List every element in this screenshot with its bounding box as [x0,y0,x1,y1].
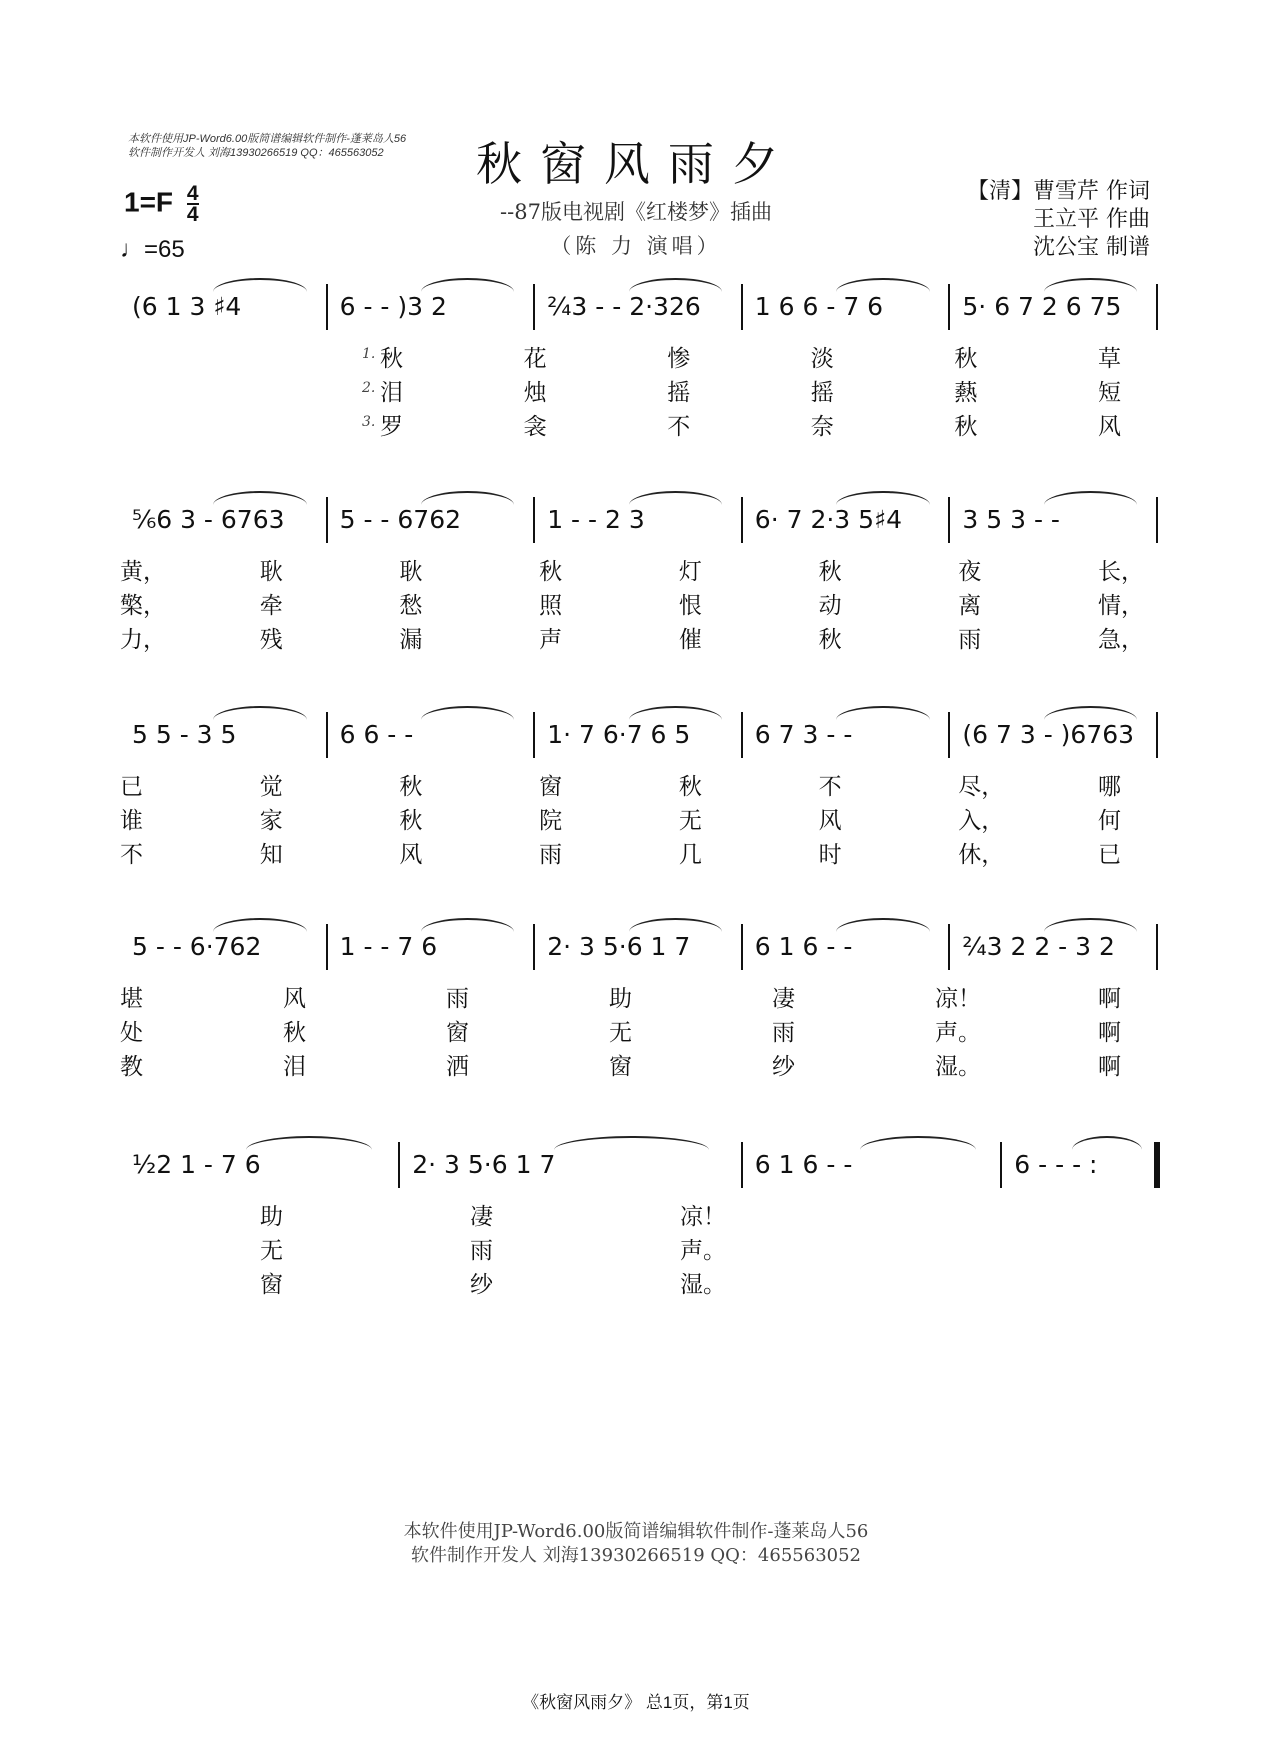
lyric-word: 耿 [399,559,423,585]
watermark-bottom-line-1: 本软件使用JP-Word6.00版简谱编辑软件制作-蓬莱岛人56 [403,1521,869,1542]
lyric-word: 助 [609,986,632,1012]
bar-line [741,1142,743,1188]
lyric-word: 泪 [380,380,403,406]
lyric-word: 秋 [818,559,842,585]
key-label: 1=F [124,186,174,218]
measure-notes: 1 - - 2 3 [547,505,645,534]
lyric-word: 雨 [446,986,469,1012]
watermark-top-line-2: 软件制作开发人 刘海13930266519 QQ：465563052 [128,147,384,159]
lyric-word: 湿。 [680,1272,726,1298]
watermark-top-line-1: 本软件使用JP-Word6.00版简谱编辑软件制作-蓬莱岛人56 [128,133,407,145]
measure-notes: 6 6 - - [339,720,414,749]
lyric-word: 知 [259,842,283,868]
lyric-word: 尽， [958,774,1005,800]
lyric-word: 秋 [678,774,702,800]
song-title: 秋窗风雨夕 [476,137,796,191]
lyric-word: 夜 [958,559,982,585]
measure-notes: ²⁄₄3 - - 2·326 [547,292,701,321]
lyric-word: 已 [120,774,143,800]
lyric-word: 残 [259,627,283,653]
lyric-word: 风 [399,842,423,868]
lyric-word: 声。 [680,1238,726,1264]
lyric-word: 洒 [446,1054,469,1080]
lyric-word: 秋 [539,559,563,585]
lyric-word: 罗 [380,414,403,440]
measure-notes: 1 6 6 - 7 6 [754,292,884,321]
lyric-word: 哪 [1098,774,1121,800]
watermark-bottom-line-2: 软件制作开发人 刘海13930266519 QQ：465563052 [411,1545,861,1566]
lyric-word: 催 [678,627,702,653]
measure-notes: 5 5 - 3 5 [132,720,237,749]
measure-notes: 5 - - 6762 [339,505,462,534]
bar-line [741,497,743,543]
lyric-word: 凄 [772,986,795,1012]
lyric-word: 湿。 [935,1054,981,1080]
bar-line [533,284,535,330]
lyric-word: 淡 [810,346,834,372]
lyric-word: 泪 [283,1054,306,1080]
slur-mark [213,278,306,292]
lyric-word: 雨 [539,842,563,868]
final-bar-line [1154,1142,1160,1188]
tempo-mark: ♩=65 [120,236,185,263]
lyric-word: 情， [1098,593,1144,619]
lyric-word: 声 [539,627,563,653]
slur-mark [1044,918,1137,932]
measure-notes: (6 7 3 - )6763 [962,720,1135,749]
slur-mark [421,491,514,505]
bar-line [948,712,950,758]
lyric-word: 长， [1098,559,1144,585]
lyric-word: 几 [678,842,702,868]
lyric-word: 灯 [678,559,702,585]
lyric-word: 牵 [259,593,283,619]
slur-mark [421,278,514,292]
measure-notes: 6 - - - : [1014,1150,1098,1179]
slur-mark [421,918,514,932]
lyric-word: 耿 [259,559,283,585]
lyric-word: 雨 [958,627,982,653]
lyric-word: 秋 [399,774,423,800]
lyric-word: 纱 [772,1054,795,1080]
lyric-word: 无 [678,808,702,834]
lyric-word: 何 [1098,808,1121,834]
slur-mark [836,918,929,932]
bar-line [741,712,743,758]
bar-line [326,497,328,543]
measure-notes: (6 1 3 ♯4 [132,292,242,321]
lyric-word: 雨 [470,1238,493,1264]
bar-line [326,712,328,758]
lyric-word: 不 [818,774,842,800]
lyric-word: 教 [120,1054,143,1080]
measure-notes: ⁵⁄₆6 3 - 6763 [132,505,285,534]
lyric-word: 谁 [120,808,143,834]
bar-line [1156,284,1158,330]
bar-line [948,924,950,970]
lyric-word: 急， [1098,627,1144,653]
slur-mark [836,278,929,292]
lyric-word: 已 [1098,842,1121,868]
lyric-word: 家 [259,808,283,834]
lyric-word: 窗 [446,1020,469,1046]
time-signature-bottom: 4 [186,203,199,226]
lyric-word: 处 [120,1020,143,1046]
verse-number: 1. [362,346,376,362]
slur-mark [629,918,722,932]
slur-mark [1072,1136,1142,1150]
bar-line [948,497,950,543]
lyric-word: 窗 [539,774,563,800]
lyric-word: 凄 [470,1204,493,1230]
verse-number: 2. [362,380,376,396]
lyric-word: 惨 [667,346,691,372]
measure-notes: 6 1 6 - - [754,932,853,961]
lyric-word: 觉 [259,774,283,800]
slur-mark [421,706,514,720]
measure-notes: 6 7 3 - - [754,720,853,749]
bar-line [1000,1142,1002,1188]
lyric-word: 声。 [935,1020,981,1046]
lyric-word: 檠， [120,593,166,619]
slur-mark [246,1136,372,1150]
lyric-word: 助 [260,1204,283,1230]
lyric-word: 凉！ [680,1204,726,1230]
lyric-word: 凉！ [935,986,981,1012]
lyric-word: 纱 [470,1272,493,1298]
lyric-word: 恨 [678,593,702,619]
measure-notes: 2· 3 5·6 1 7 [547,932,691,961]
credit-lyricist: 【清】曹雪芹 作词 [967,179,1150,204]
slur-mark [629,491,722,505]
lyric-word: 草 [1098,346,1121,372]
slur-mark [629,706,722,720]
measure-notes: 1· 7 6·7 6 5 [547,720,691,749]
lyric-word: 啊 [1098,1020,1121,1046]
measure-notes: 5· 6 7 2 6 75 [962,292,1122,321]
lyric-word: 短 [1098,380,1121,406]
slur-mark [213,918,306,932]
bar-line [533,924,535,970]
lyric-word: 烛 [523,380,547,406]
lyric-word: 衾 [523,414,547,440]
lyric-word: 奈 [810,414,834,440]
lyric-word: 啊 [1098,986,1121,1012]
lyric-word: 秋 [954,346,978,372]
lyric-word: 不 [120,842,143,868]
page-footer: 《秋窗风雨夕》 总1页，第1页 [522,1693,750,1712]
bar-line [741,284,743,330]
lyric-word: 窗 [609,1054,632,1080]
slur-mark [836,491,929,505]
slur-mark [860,1136,977,1150]
measure-notes: 2· 3 5·6 1 7 [412,1150,556,1179]
lyric-word: 风 [818,808,842,834]
bar-line [398,1142,400,1188]
slur-mark [836,706,929,720]
bar-line [948,284,950,330]
subtitle: --87版电视剧《红楼梦》插曲 [500,200,772,224]
lyric-word: 院 [539,808,563,834]
lyric-word: 秋 [380,346,403,372]
bar-line [1156,924,1158,970]
lyric-word: 离 [958,593,982,619]
lyric-word: 爇 [954,380,978,406]
lyric-word: 啊 [1098,1054,1121,1080]
lyric-word: 秋 [399,808,423,834]
lyric-word: 入， [958,808,1005,834]
slur-mark [213,491,306,505]
lyric-word: 秋 [818,627,842,653]
lyric-word: 堪 [120,986,143,1012]
bar-line [533,712,535,758]
credit-composer: 王立平 作曲 [1033,207,1150,232]
singer: （陈 力 演唱） [550,234,722,258]
lyric-word: 摇 [667,380,691,406]
measure-notes: 1 - - 7 6 [339,932,438,961]
bar-line [326,924,328,970]
lyric-word: 窗 [260,1272,283,1298]
verse-number: 3. [362,414,376,430]
bar-line [1156,712,1158,758]
lyric-word: 力， [120,627,166,653]
slur-mark [1044,491,1137,505]
measure-notes: 6 1 6 - - [754,1150,853,1179]
measure-notes: ²⁄₄3 2 2 - 3 2 [962,932,1115,961]
lyric-word: 时 [818,842,842,868]
lyric-word: 风 [283,986,306,1012]
slur-mark [213,706,306,720]
measure-notes: 6 - - )3 2 [339,292,447,321]
credit-transcriber: 沈公宝 制谱 [1033,235,1150,260]
lyric-word: 风 [1098,414,1121,440]
bar-line [533,497,535,543]
measure-notes: 3 5 3 - - [962,505,1060,534]
slur-mark [629,278,722,292]
bar-line [326,284,328,330]
bar-line [1156,497,1158,543]
bar-line [741,924,743,970]
lyric-word: 秋 [283,1020,306,1046]
measure-notes: 6· 7 2·3 5♯4 [754,505,903,534]
lyric-word: 休， [958,842,1005,868]
lyric-word: 愁 [399,593,423,619]
lyric-word: 动 [818,593,842,619]
lyric-word: 黄， [120,559,166,585]
measure-notes: 5 - - 6·762 [132,932,262,961]
slur-mark [554,1136,708,1150]
lyric-word: 雨 [772,1020,795,1046]
slur-mark [1044,706,1137,720]
measure-notes: ¹⁄₂2 1 - 7 6 [132,1150,261,1179]
slur-mark [1044,278,1137,292]
lyric-word: 秋 [954,414,978,440]
lyric-word: 无 [609,1020,632,1046]
lyric-word: 照 [539,593,563,619]
lyric-word: 不 [667,414,691,440]
time-signature-top: 4 [186,182,199,205]
lyric-word: 漏 [399,627,423,653]
lyric-word: 花 [523,346,547,372]
lyric-word: 无 [260,1238,283,1264]
lyric-word: 摇 [810,380,834,406]
